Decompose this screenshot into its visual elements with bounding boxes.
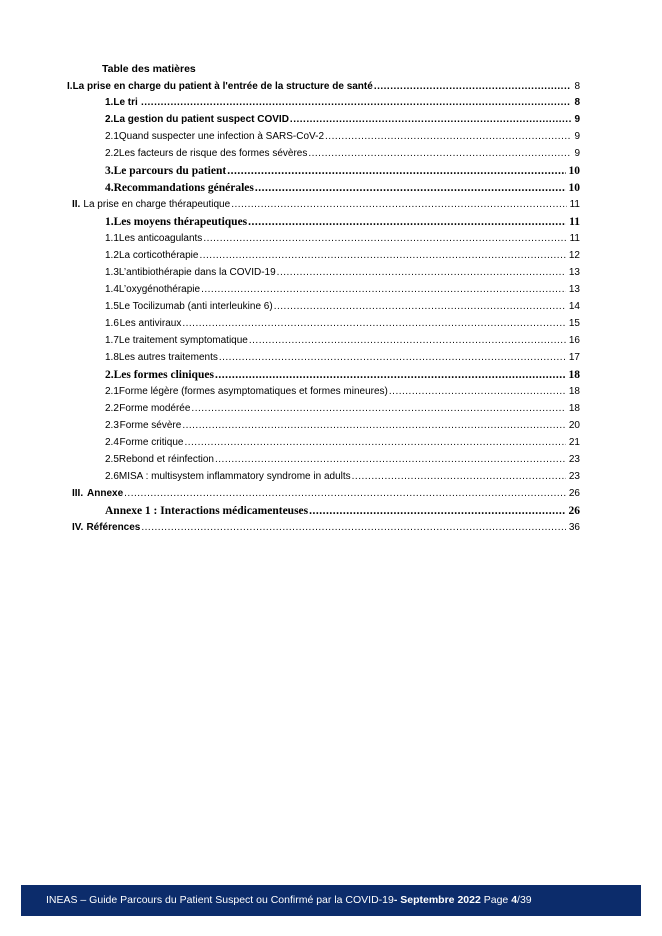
toc-entry-page: 15 [568,318,580,329]
toc-leader-dots [184,437,565,449]
toc-entry-number: 1.1 [105,233,119,244]
toc-entry[interactable] [72,195,580,211]
toc-entry[interactable] [105,178,580,194]
toc-entry-label: Le parcours du patient [113,165,227,177]
toc-leader-dots [274,301,566,313]
toc-entry-page: 17 [568,352,580,363]
toc-entry-number: 2.4 [105,437,119,448]
toc-entry-label: L’oxygénothérapie [118,284,201,295]
toc-entry-label: La prise en charge du patient à l'entrée de la structure de santé [72,81,373,92]
toc-leader-dots [182,318,566,330]
toc-entry-page: 13 [568,267,580,278]
toc-entry-page: 11 [569,233,580,244]
toc-entry-number: 2.5 [105,454,119,465]
toc-leader-dots [309,505,565,517]
toc-entry-number: 1.5 [105,301,119,312]
toc-entry-page: 11 [569,216,580,228]
toc-entry-page: 13 [568,284,580,295]
toc-leader-dots [199,250,565,262]
toc-entry-label: Forme modérée [119,403,191,414]
toc-entry-label: Références [86,522,141,533]
toc-entry-label: Forme sévère [119,420,182,431]
toc-entry-number: 1.7 [105,335,119,346]
toc-leader-dots [203,233,566,245]
toc-entry[interactable] [105,297,580,313]
toc-entry-number: 1.8 [105,352,119,363]
toc-entry[interactable] [105,263,580,279]
toc-entry[interactable] [105,314,580,330]
toc-entry-page: 18 [568,403,580,414]
toc-entry[interactable] [67,77,580,93]
toc-entry[interactable] [105,365,580,381]
toc-entry-label: Les anticoagulants [118,233,203,244]
toc-entry[interactable] [105,246,580,262]
toc-leader-dots [248,216,566,228]
footer-page-prefix: Page [483,894,509,906]
toc-entry-label: La prise en charge thérapeutique [83,199,231,210]
toc-entry-number: 2.6 [105,471,119,482]
toc-entry-number: 2.3 [105,420,119,431]
toc-entry-label: Le traitement symptomatique [118,335,248,346]
toc-leader-dots [141,97,571,109]
footer-date: - Septembre 2022 [393,894,481,906]
toc-leader-dots [124,488,566,500]
toc-entry-page: 8 [574,81,580,92]
toc-entry-label: Les moyens thérapeutiques [113,216,248,228]
footer-text: INEAS – Guide Parcours du Patient Suspect ou Confirmé par la COVID-19 [46,894,394,906]
toc-entry-label: Quand suspecter une infection à SARS-CoV-2 [118,131,325,142]
toc-leader-dots [290,114,572,126]
toc-entry[interactable] [105,144,580,160]
toc-entry-number: 1.6 [105,318,119,329]
toc-title: Table des matières [102,63,196,75]
toc-entry-label: La gestion du patient suspect COVID [113,114,289,125]
toc-entry[interactable] [105,433,580,449]
toc-entry-page: 14 [568,301,580,312]
toc-entry-number: 2.1 [105,386,119,397]
toc-leader-dots [352,471,566,483]
toc-leader-dots [215,369,566,381]
toc-leader-dots [201,284,566,296]
toc-entry-page: 10 [568,182,580,194]
toc-entry-page: 23 [568,471,580,482]
toc-entry-number: 2.2 [105,148,119,159]
toc-entry[interactable] [105,229,580,245]
toc-leader-dots [308,148,571,160]
toc-entry[interactable] [105,348,580,364]
toc-entry-label: Le Tocilizumab (anti interleukine 6) [118,301,273,312]
toc-entry[interactable] [72,518,580,534]
toc-entry-number: 2.2 [105,403,119,414]
toc-entry-number: 3. [105,165,114,177]
toc-entry-label: Annexe [87,488,124,499]
toc-entry-number: II. [72,199,81,210]
toc-entry-label: MISA : multisystem inflammatory syndrome in adults [118,471,351,482]
toc-entry-number: 1.4 [105,284,119,295]
toc-entry-page: 36 [568,522,580,533]
toc-leader-dots [141,522,566,534]
toc-entry-page: 9 [574,131,580,142]
toc-entry[interactable] [105,110,580,126]
toc-leader-dots [227,165,565,177]
toc-entry-label: L’antibiothérapie dans la COVID-19 [118,267,276,278]
toc-entry-number: I. [67,81,73,92]
toc-entry-page: 23 [568,454,580,465]
toc-leader-dots [255,182,566,194]
toc-entry[interactable] [105,467,580,483]
toc-leader-dots [325,131,571,143]
toc-entry-number: 1.3 [105,267,119,278]
toc-entry-page: 12 [568,250,580,261]
toc-leader-dots [389,386,566,398]
toc-entry-number: 2.1 [105,131,119,142]
toc-entry[interactable] [105,382,580,398]
toc-entry-page: 21 [568,437,580,448]
toc-entry-page: 18 [568,386,580,397]
toc-entry[interactable] [105,161,580,177]
toc-entry[interactable] [105,399,580,415]
toc-entry-label: Forme légère (formes asymptomatiques et formes mineures) [118,386,388,397]
toc-entry[interactable] [105,331,580,347]
toc-entry-number: IV. [72,522,84,533]
toc-entry-label: Rebond et réinfection [118,454,214,465]
toc-entry-page: 11 [569,199,580,210]
toc-leader-dots [182,420,566,432]
toc-entry-page: 10 [568,165,580,177]
toc-leader-dots [374,81,572,93]
toc-entry[interactable] [105,450,580,466]
toc-leader-dots [277,267,566,279]
toc-entry-number: 2. [105,369,114,381]
footer-page-current: 4 [511,894,518,906]
toc-entry[interactable] [105,127,580,143]
toc-entry-number: 4. [105,182,114,194]
toc-entry[interactable] [72,484,580,500]
page-footer [21,885,641,916]
toc-entry-label: Les antiviraux [119,318,182,329]
toc-leader-dots [191,403,565,415]
toc-entry-label: Les autres traitements [118,352,218,363]
toc-entry-label: Le tri [113,97,138,108]
toc-entry-label: Forme critique [119,437,184,448]
toc-entry-label: Les formes cliniques [113,369,214,381]
toc-entry-page: 16 [568,335,580,346]
toc-entry-page: 18 [568,369,580,381]
toc-entry-page: 9 [574,114,580,125]
toc-entry-page: 26 [568,488,580,499]
toc-entry-number: 1. [105,97,114,108]
footer-page-total: /39 [517,894,532,906]
toc-entry-page: 20 [568,420,580,431]
toc-entry-number: 2. [105,114,114,125]
toc-entry-label: Recommandations générales [113,182,254,194]
toc-entry-label: Annexe 1 : Interactions médicamenteuses [105,505,309,517]
toc-entry[interactable] [105,93,580,109]
toc-entry-page: 8 [574,97,580,108]
toc-leader-dots [219,352,566,364]
toc-entry[interactable] [105,212,580,228]
toc-entry[interactable] [105,416,580,432]
toc-entry-page: 26 [568,505,580,517]
toc-entry-label: La corticothérapie [118,250,199,261]
toc-entry-number: 1.2 [105,250,119,261]
toc-entry-label: Les facteurs de risque des formes sévères [118,148,308,159]
toc-entry[interactable] [105,501,580,517]
toc-leader-dots [215,454,566,466]
toc-leader-dots [249,335,566,347]
toc-entry-number: 1. [105,216,114,228]
toc-entry-number: III. [72,488,84,499]
toc-entry[interactable] [105,280,580,296]
toc-leader-dots [231,199,566,211]
toc-entry-page: 9 [574,148,580,159]
